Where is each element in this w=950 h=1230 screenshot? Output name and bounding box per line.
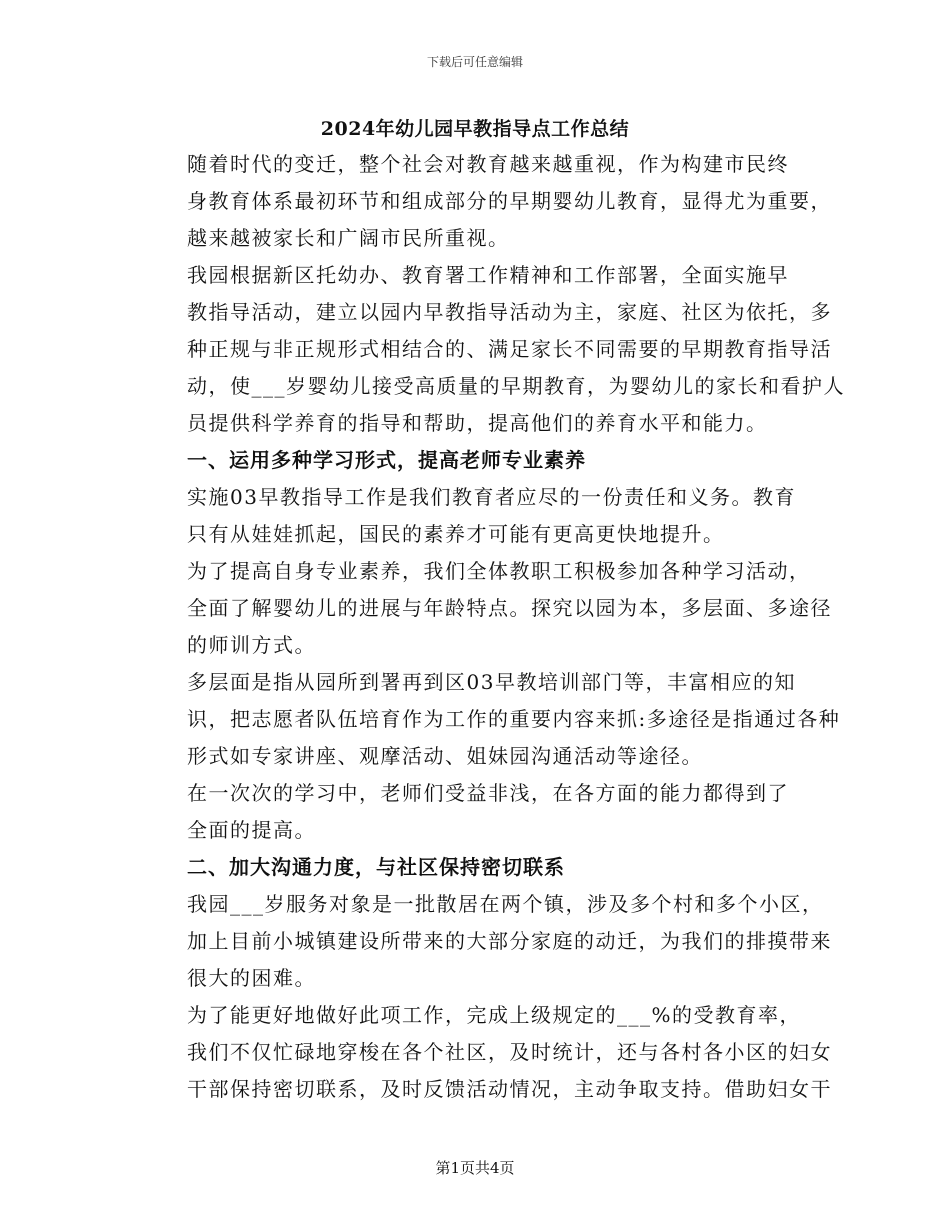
text-line: 动，使___岁婴幼儿接受高质量的早期教育，为婴幼儿的家长和看护人 bbox=[187, 374, 845, 398]
text-line: 的师训方式。 bbox=[187, 633, 316, 657]
text-line: 我园___岁服务对象是一批散居在两个镇，涉及多个村和多个小区， bbox=[187, 892, 824, 916]
text-line: 我们不仅忙碌地穿梭在各个社区，及时统计，还与各村各小区的妇女 bbox=[187, 1040, 832, 1064]
text-line: 只有从娃娃抓起，国民的素养才可能有更高更快地提升。 bbox=[187, 522, 725, 546]
section-2-paragraph-2 bbox=[143, 997, 832, 1108]
text-line: 在一次次的学习中，老师们受益非浅，在各方面的能力都得到了 bbox=[187, 781, 789, 805]
text-line: 身教育体系最初环节和组成部分的早期婴幼儿教育，显得尤为重要， bbox=[187, 189, 832, 213]
text-line: 加上目前小城镇建设所带来的大部分家庭的动迁，为我们的排摸带来 bbox=[187, 929, 832, 953]
text-line: 随着时代的变迁，整个社会对教育越来越重视，作为构建市民终 bbox=[187, 152, 789, 176]
intro-paragraph-2 bbox=[143, 257, 845, 442]
text-line: 为了提高自身专业素养，我们全体教职工积极参加各种学习活动， bbox=[187, 559, 811, 583]
page-header-note: 下载后可任意编辑 bbox=[426, 55, 523, 69]
text-line: 种正规与非正规形式相结合的、满足家长不同需要的早期教育指导活 bbox=[187, 337, 832, 361]
text-line: 全面了解婴幼儿的进展与年龄特点。探究以园为本，多层面、多途径 bbox=[187, 596, 832, 620]
section-1-heading: 一、运用多种学习形式，提高老师专业素养 bbox=[187, 448, 586, 472]
section-2-heading: 二、加大沟通力度，与社区保持密切联系 bbox=[187, 855, 565, 879]
intro-paragraph-1 bbox=[143, 146, 832, 257]
section-1-paragraph-1 bbox=[143, 479, 807, 553]
page-number-footer: 第1页共4页 bbox=[435, 1159, 515, 1177]
section-1-paragraph-2 bbox=[143, 553, 832, 664]
text-line: 识，把志愿者队伍培育作为工作的重要内容来抓:多途径是指通过各种 bbox=[187, 707, 841, 731]
text-line: 我园根据新区托幼办、教育署工作精神和工作部署，全面实施早 bbox=[187, 263, 789, 287]
text-line: 形式如专家讲座、观摩活动、姐妹园沟通活动等途径。 bbox=[187, 744, 703, 768]
section-1-paragraph-3 bbox=[143, 664, 841, 775]
text-line: 干部保持密切联系，及时反馈活动情况，主动争取支持。借助妇女干 bbox=[187, 1077, 832, 1101]
text-line: 员提供科学养育的指导和帮助，提高他们的养育水平和能力。 bbox=[187, 411, 768, 435]
text-line: 越来越被家长和广阔市民所重视。 bbox=[187, 226, 510, 250]
text-line: 全面的提高。 bbox=[187, 818, 316, 842]
document-body bbox=[143, 113, 845, 1108]
text-line: 教指导活动，建立以园内早教指导活动为主，家庭、社区为依托，多 bbox=[187, 300, 832, 324]
section-1-paragraph-4 bbox=[143, 775, 807, 849]
text-line: 多层面是指从园所到署再到区03早教培训部门等，丰富相应的知 bbox=[187, 670, 796, 694]
text-line: 很大的困难。 bbox=[187, 966, 316, 990]
text-line: 为了能更好地做好此项工作，完成上级规定的___%的受教育率， bbox=[187, 1003, 802, 1027]
document-title: 2024年幼儿园早教指导点工作总结 bbox=[320, 118, 630, 140]
text-line: 实施03早教指导工作是我们教育者应尽的一份责任和义务。教育 bbox=[187, 485, 796, 509]
section-2-paragraph-1 bbox=[143, 886, 832, 997]
